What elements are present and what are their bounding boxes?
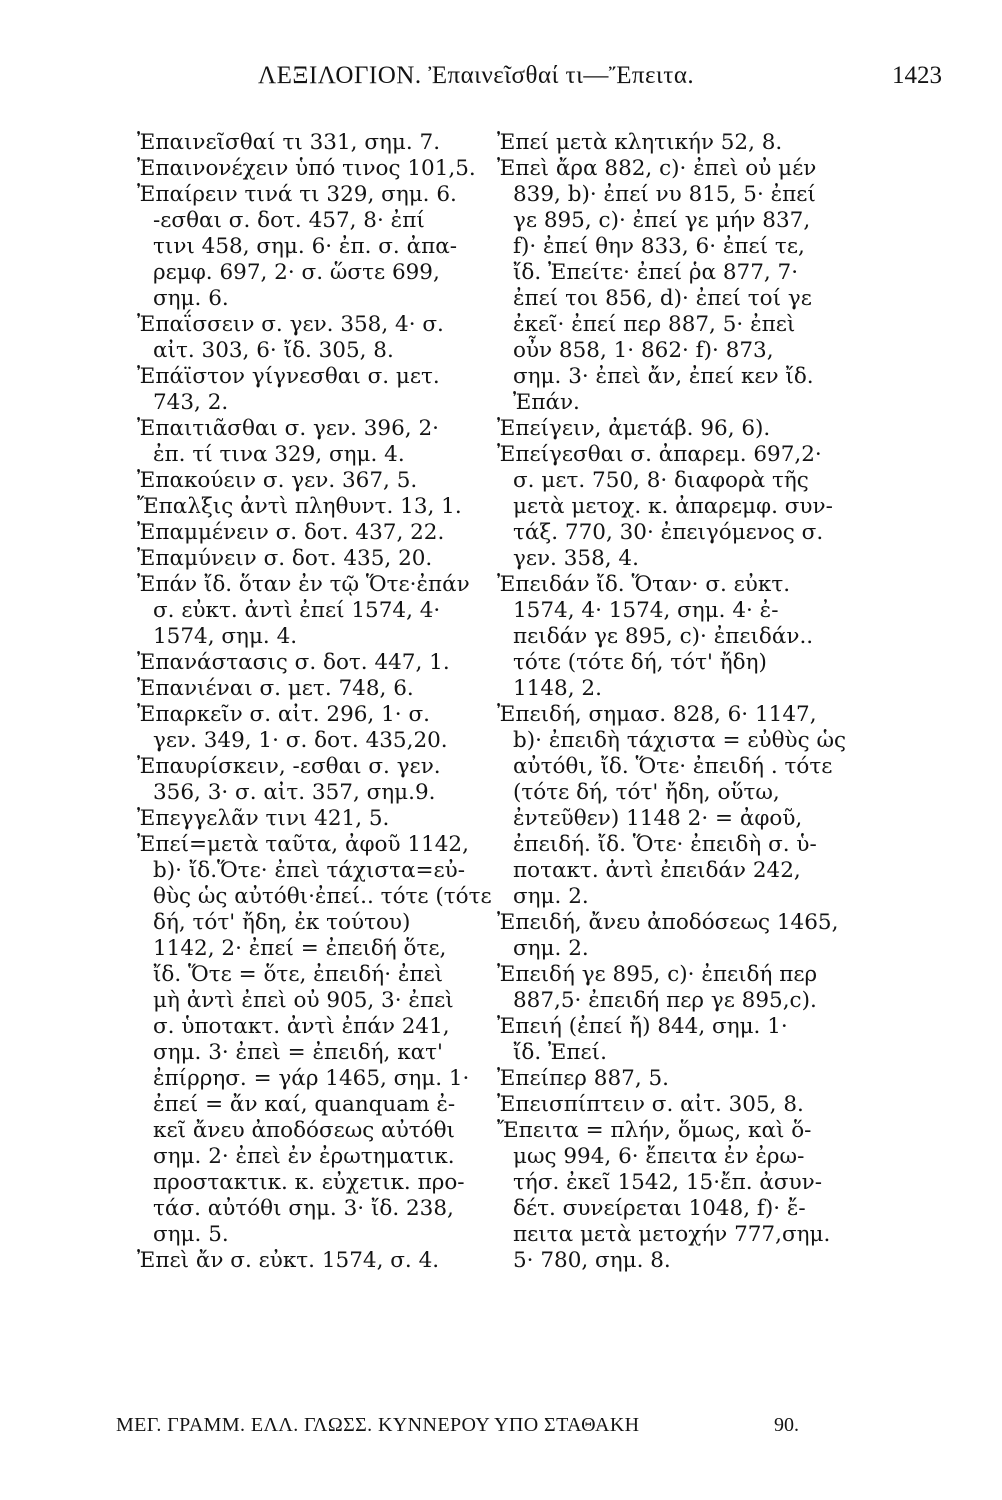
entry-line: σ. ὑποτακτ. ἀντὶ ἐπάν 241,	[153, 1014, 450, 1039]
entry-line: Ἐπεί=μετὰ ταῦτα, ἀφοῦ 1142,	[137, 832, 469, 857]
entry-line: σημ. 6.	[153, 286, 229, 311]
entry-line: γεν. 349, 1· σ. δοτ. 435,20.	[153, 728, 448, 753]
entry-line: κεῖ ἄνευ ἀποδόσεως αὐτόθι	[153, 1118, 455, 1143]
entry-line: Ἐπείγειν, ἀμετάβ. 96, 6).	[497, 416, 771, 441]
entry-line: τάξ. 770, 30· ἐπειγόμενος σ.	[513, 520, 824, 545]
entry-line: Ἐπεισπίπτειν σ. αἰτ. 305, 8.	[497, 1092, 804, 1117]
entry-line: Ἐπειή (ἐπεί ἤ) 844, σημ. 1·	[497, 1014, 788, 1039]
entry-line: ἴδ. Ὅτε = ὅτε, ἐπειδή· ἐπεὶ	[153, 962, 444, 987]
entry-line: ἐπεί = ἄν καί, quanquam ἐ-	[153, 1092, 456, 1117]
entry-line: Ἐπαυρίσκειν, -εσθαι σ. γεν.	[137, 754, 441, 779]
entry-line: προστακτικ. κ. εὐχετικ. προ-	[153, 1170, 465, 1195]
entry-line: μὴ ἀντὶ ἐπεὶ οὐ 905, 3· ἐπεὶ	[153, 988, 454, 1013]
entry-line: τινι 458, σημ. 6· ἐπ. σ. ἀπα-	[153, 234, 458, 259]
entry-line: (τότε δή, τότ' ἤδη, οὕτω,	[513, 780, 780, 805]
left-column	[137, 130, 492, 1274]
entry-line: Ἐπειδή, σημασ. 828, 6· 1147,	[497, 702, 817, 727]
right-column	[497, 130, 847, 1274]
entry-line: δέτ. συνείρεται 1048, f)· ἔ-	[513, 1196, 806, 1221]
entry-line: ἐπεί τοι 856, d)· ἐπεί τοί γε	[513, 286, 812, 311]
entry-line: τάσ. αὐτόθι σημ. 3· ἴδ. 238,	[153, 1196, 454, 1221]
entry-line: πειτα μετὰ μετοχήν 777,σημ.	[513, 1222, 831, 1247]
entry-line: Ἐπακούειν σ. γεν. 367, 5.	[137, 468, 418, 493]
footer	[116, 1414, 816, 1446]
entry-line: 1142, 2· ἐπεί = ἐπειδή ὅτε,	[153, 936, 447, 961]
entry-line: σ. μετ. 750, 8· διαφορὰ τῆς	[513, 468, 809, 493]
entry-line: αἰτ. 303, 6· ἴδ. 305, 8.	[153, 338, 394, 363]
entry-line: Ἐπαίρειν τινά τι 329, σημ. 6.	[137, 182, 457, 207]
entry-line: ἐπίρρησ. = γάρ 1465, σημ. 1·	[153, 1066, 470, 1091]
entry-line: σημ. 3· ἐπεὶ ἄν, ἐπεί κεν ἴδ.	[513, 364, 814, 389]
entry-line: αὐτόθι, ἴδ. Ὅτε· ἐπειδή . τότε	[513, 754, 833, 779]
entry-line: τήσ. ἐκεῖ 1542, 15·ἔπ. ἀσυν-	[513, 1170, 823, 1195]
entry-line: Ἐπειδή γε 895, c)· ἐπειδή περ	[497, 962, 818, 987]
entry-line: οὖν 858, 1· 862· f)· 873,	[513, 338, 774, 363]
page-number: 1423	[892, 62, 942, 89]
entry-line: Ἐπεὶ ἄρα 882, c)· ἐπεὶ οὐ μέν	[497, 156, 817, 181]
entry-line: πειδάν γε 895, c)· ἐπειδάν..	[513, 624, 814, 649]
entry-line: 839, b)· ἐπεί νυ 815, 5· ἐπεί	[513, 182, 816, 207]
entry-line: ρεμφ. 697, 2· σ. ὥστε 699,	[153, 260, 440, 285]
entry-line: μετὰ μετοχ. κ. ἀπαρεμφ. συν-	[513, 494, 833, 519]
entry-line: Ἐπάϊστον γίγνεσθαι σ. μετ.	[137, 364, 440, 389]
entry-line: σημ. 2.	[513, 884, 589, 909]
entry-line: σημ. 3· ἐπεὶ = ἐπειδή, κατ'	[153, 1040, 443, 1065]
entry-line: σημ. 5.	[153, 1222, 229, 1247]
entry-line: ποτακτ. ἀντὶ ἐπειδάν 242,	[513, 858, 801, 883]
entry-line: Ἔπαλξις ἀντὶ πληθυντ. 13, 1.	[137, 494, 462, 519]
entry-line: Ἐπαμμένειν σ. δοτ. 437, 22.	[137, 520, 445, 545]
signature-mark: 90.	[774, 1414, 799, 1436]
entry-line: 887,5· ἐπειδή περ γε 895,c).	[513, 988, 817, 1013]
entry-line: Ἐπαμύνειν σ. δοτ. 435, 20.	[137, 546, 433, 571]
entry-line: Ἐπάν.	[513, 390, 580, 415]
entry-line: 743, 2.	[153, 390, 229, 415]
entry-line: 1148, 2.	[513, 676, 602, 701]
entry-line: Ἐπειδή, ἄνευ ἀποδόσεως 1465,	[497, 910, 839, 935]
entry-line: Ἐπαιτιᾶσθαι σ. γεν. 396, 2·	[137, 416, 439, 441]
entry-line: b)· ἐπειδὴ τάχιστα = εὐθὺς ὡς	[513, 728, 847, 753]
entry-line: -εσθαι σ. δοτ. 457, 8· ἐπί	[153, 208, 425, 233]
entry-line: Ἐπειδάν ἴδ. Ὅταν· σ. εὐκτ.	[497, 572, 791, 597]
entry-line: Ἐπεὶ ἄν σ. εὐκτ. 1574, σ. 4.	[137, 1248, 440, 1273]
header-title: ΛΕΞΙΛΟΓΙΟΝ. Ἐπαινεῖσθαί τι—Ἔπειτα.	[258, 62, 695, 89]
entry-line: Ἐπαρκεῖν σ. αἰτ. 296, 1· σ.	[137, 702, 430, 727]
entry-line: 1574, 4· 1574, σημ. 4· ἐ-	[513, 598, 779, 623]
entry-line: Ἐπάν ἴδ. ὅταν ἐν τῷ Ὅτε·ἐπάν	[137, 572, 470, 597]
entry-line: δή, τότ' ἤδη, ἐκ τούτου)	[153, 910, 411, 935]
entry-line: b)· ἴδ.Ὅτε· ἐπεὶ τάχιστα=εὐ-	[153, 858, 465, 883]
entry-line: γεν. 358, 4.	[513, 546, 639, 571]
entry-line: Ἔπειτα = πλήν, ὅμως, καὶ ὅ-	[497, 1118, 812, 1143]
entry-line: γε 895, c)· ἐπεί γε μήν 837,	[513, 208, 811, 233]
entry-line: ἐπειδή. ἴδ. Ὅτε· ἐπειδὴ σ. ὑ-	[513, 832, 817, 857]
entry-line: Ἐπείπερ 887, 5.	[497, 1066, 669, 1091]
entry-line: Ἐπαινονέχειν ὑπό τινος 101,5.	[137, 156, 476, 181]
entry-line: Ἐπείγεσθαι σ. ἀπαρεμ. 697,2·	[497, 442, 822, 467]
entry-line: ἴδ. Ἐπεί.	[513, 1040, 607, 1065]
entry-line: 5· 780, σημ. 8.	[513, 1248, 671, 1273]
running-header	[130, 62, 942, 102]
entry-line: Ἐπαΐσσειν σ. γεν. 358, 4· σ.	[137, 312, 444, 337]
entry-line: θὺς ὡς αὐτόθι·ἐπεί.. τότε (τότε	[153, 884, 492, 909]
entry-line: Ἐπανάστασις σ. δοτ. 447, 1.	[137, 650, 450, 675]
entry-line: μως 994, 6· ἔπειτα ἐν ἐρω-	[513, 1144, 805, 1169]
entry-line: ἐπ. τί τινα 329, σημ. 4.	[153, 442, 405, 467]
entry-line: σ. εὐκτ. ἀντὶ ἐπεί 1574, 4·	[153, 598, 441, 623]
entry-line: f)· ἐπεί θην 833, 6· ἐπεί τε,	[513, 234, 805, 259]
entry-line: ἴδ. Ἐπείτε· ἐπεί ῥα 877, 7·	[513, 260, 799, 285]
entry-line: Ἐπαινεῖσθαί τι 331, σημ. 7.	[137, 130, 441, 155]
entry-line: Ἐπανιέναι σ. μετ. 748, 6.	[137, 676, 414, 701]
entry-line: 1574, σημ. 4.	[153, 624, 298, 649]
entry-line: 356, 3· σ. αἰτ. 357, σημ.9.	[153, 780, 436, 805]
footer-imprint: ΜΕΓ. ΓΡΑΜΜ. ΕΛΛ. ΓΛΩΣΣ. ΚΥΝΝΕΡΟΥ ΥΠΟ ΣΤΑΘΑΚΗ	[116, 1414, 640, 1436]
entry-line: ἐκεῖ· ἐπεί περ 887, 5· ἐπεὶ	[513, 312, 796, 337]
entry-line: Ἐπεγγελᾶν τινι 421, 5.	[137, 806, 390, 831]
entry-line: σημ. 2· ἐπεὶ ἐν ἐρωτηματικ.	[153, 1144, 455, 1169]
entry-line: τότε (τότε δή, τότ' ἤδη)	[513, 650, 767, 675]
entry-line: ἐντεῦθεν) 1148 2· = ἀφοῦ,	[513, 806, 803, 831]
entry-line: Ἐπεί μετὰ κλητικήν 52, 8.	[497, 130, 783, 155]
entry-line: σημ. 2.	[513, 936, 589, 961]
